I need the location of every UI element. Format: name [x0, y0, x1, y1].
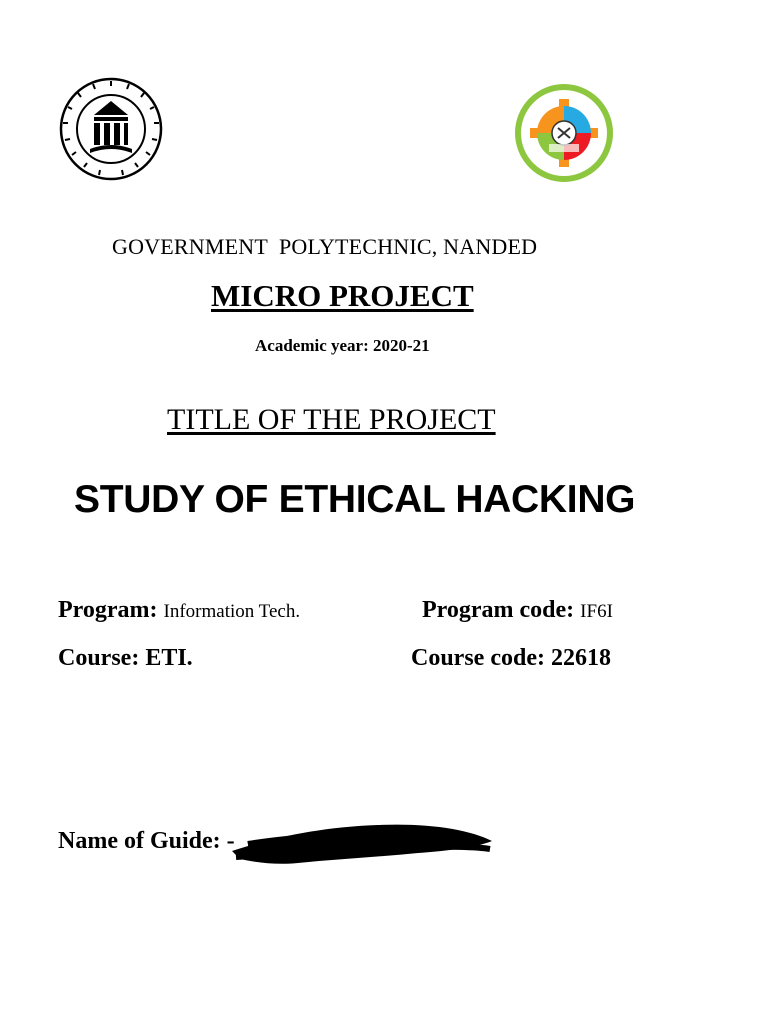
program-label: Program:: [58, 597, 158, 623]
course-field: [58, 645, 193, 672]
redaction-scribble: [228, 817, 496, 869]
document-type-heading: MICRO PROJECT: [211, 278, 474, 313]
academic-year-label: Academic year:: [255, 336, 369, 355]
course-label: Course:: [58, 645, 140, 671]
institute-name: GOVERNMENT POLYTECHNIC, NANDED: [112, 234, 538, 259]
title-heading: TITLE OF THE PROJECT: [167, 403, 496, 436]
program-value: Information Tech.: [163, 601, 301, 622]
program-field: [58, 597, 300, 624]
program-code-field: [422, 597, 613, 624]
course-code-label: Course code:: [411, 645, 545, 671]
msbte-seal-logo: [58, 77, 164, 181]
course-code-value: 22618: [550, 645, 611, 671]
program-code-label: Program code:: [422, 597, 575, 623]
guide-label: Name of Guide: -: [58, 828, 235, 854]
course-code-field: [411, 645, 611, 672]
academic-year-value: 2020-21: [373, 336, 430, 355]
project-title: STUDY OF ETHICAL HACKING: [74, 478, 636, 521]
program-code-value: IF6I: [580, 601, 613, 622]
college-gear-logo: [515, 84, 613, 182]
course-value: ETI.: [145, 645, 193, 671]
academic-year: [255, 336, 430, 356]
guide-name-field: [58, 828, 235, 855]
